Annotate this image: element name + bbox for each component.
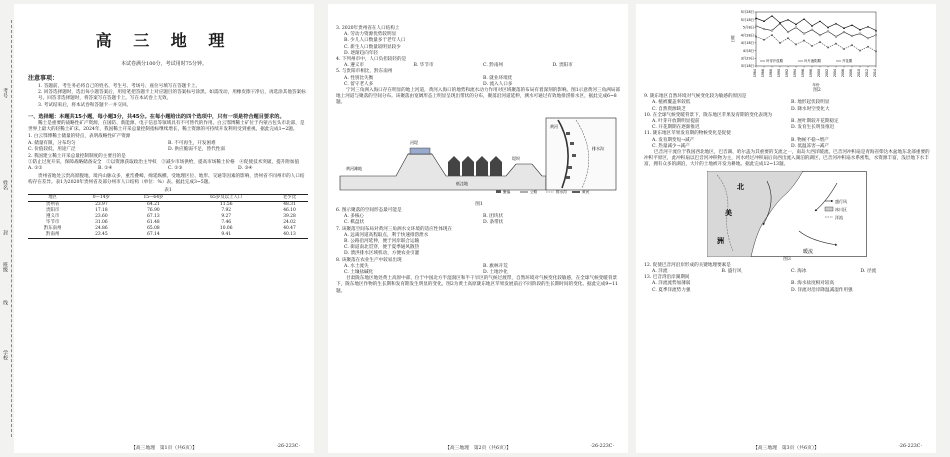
option[interactable]: A. 储量有限，分布均匀: [28, 140, 76, 146]
footer-page-label: 【高三地理 第1页（共6页）】: [130, 446, 198, 451]
chart-point: [771, 30, 773, 32]
binding-line: [11, 20, 12, 437]
passage-2: 贵州省地处云贵高原腹地，境内山脉众多，重峦叠嶂，绵延纵横。受地理区位、地形、交通等因素的影响，贵州省不同州市的人口结构存在差异。表1为2020年贵州省及部分州市人口结构（单位：%）表。据此完成3~5题。: [28, 173, 305, 185]
chart-point: [875, 51, 877, 53]
option[interactable]: A. 水土流失: [344, 263, 369, 269]
side-label-name: 姓名: [2, 180, 8, 190]
binding-strip: [0, 0, 14, 457]
chart-x-tick-label: 1984: [753, 69, 757, 78]
fig1-legend-ditch: 排水沟: [556, 189, 567, 194]
population-table: [28, 194, 308, 239]
option[interactable]: C. 新生人口数量较明显较少: [344, 44, 401, 50]
river-channel: [410, 148, 430, 154]
page2-content: [328, 4, 628, 295]
option[interactable]: A. 性别比失衡: [344, 75, 374, 81]
notice-item: 3. 考试结束后，将本试卷和答题卡一并交回。: [38, 102, 132, 108]
chart-point: [795, 44, 797, 46]
option[interactable]: D. 贵阳市: [552, 63, 573, 69]
option[interactable]: B. ①④: [98, 166, 113, 172]
passage-3: 宁河三角洲入海口存在明显的地上河道，黄河入海口的地势和流水动力作用对区域聚落的布局有着深刻的影响。图1示意黄河三角洲局部地上河道与聚落的空间分布。该聚落由宽阔形态上明显呈现出带状的分布，聚落沿河道延伸，测水可通过有效地排涝排水区，据此完成6~8题。: [336, 88, 620, 106]
question-2-items: ①防止过度开采，保障战略储备安全 ②以资源获取政治主导权 ③减少市场供给，提高市场稀土价格 ④促使技术突破，提升附加值: [28, 160, 300, 166]
chart-point: [859, 50, 861, 52]
table-header-cell: 15—64岁: [143, 195, 164, 201]
chart-series-line: [756, 24, 876, 39]
figure-3-caption: 图3: [783, 256, 791, 262]
option[interactable]: A. 洋流: [652, 269, 668, 275]
chart-point: [795, 27, 797, 29]
question-2-options: [28, 166, 308, 172]
table-cell: 7.92: [221, 208, 232, 214]
table-cell: 67.13: [147, 214, 160, 220]
chart-point: [875, 34, 877, 36]
table-cell: 23.60: [95, 214, 108, 220]
chart-plot-area: [756, 12, 876, 66]
chart-y-tick-label: 5月28日: [740, 10, 754, 15]
table-cell: 46.10: [283, 208, 296, 214]
option[interactable]: B. 海水盐度相对较高: [791, 281, 835, 287]
option[interactable]: C. 黔南州: [483, 63, 504, 69]
table-cell: 遵义市: [46, 214, 60, 220]
option[interactable]: C. ②③: [168, 166, 183, 172]
page-footer: [14, 444, 314, 449]
chart-point: [771, 34, 773, 36]
option[interactable]: A. 植被覆盖率较低: [652, 100, 691, 106]
map-legend-glacier: 冰川区: [835, 206, 847, 212]
table-cell: 23.45: [95, 232, 108, 238]
option[interactable]: A. 遵义市: [344, 63, 365, 69]
table-body: [28, 202, 308, 239]
chart-point: [819, 34, 821, 36]
question-10: 10. 在全球气候变暖背景下，陇东地区苹果发育期的变化表现为: [644, 112, 773, 118]
question-3-options: [336, 32, 622, 57]
table-cell: 10.06: [219, 226, 233, 232]
option[interactable]: D. 土地沙化: [483, 270, 508, 276]
chart-y-tick-label: 3月18日: [740, 64, 754, 69]
chart-x-axis-label: 年份: [812, 83, 820, 87]
option[interactable]: D. 发育生长明显推迟: [791, 125, 835, 131]
option[interactable]: C. 土壤盐碱化: [344, 270, 374, 276]
chart-point: [827, 47, 829, 49]
option[interactable]: C. 街道南北贯穿，便于夏季通风散热: [344, 245, 420, 251]
option[interactable]: D. 洋流对沿岸降温减湿作用强: [791, 287, 853, 293]
footer-code: ·26-223C·: [276, 444, 300, 449]
table-cell: 23.97: [95, 202, 108, 208]
option[interactable]: B. 盛行风: [721, 269, 742, 275]
exam-page-2: [328, 4, 628, 453]
table-cell: 24.86: [95, 226, 108, 232]
map-label-zhou: 洲: [717, 236, 724, 245]
footer-code: ·26-223C·: [590, 444, 614, 449]
question-8-options: [336, 264, 622, 276]
chart-x-tick-label: 2002: [825, 69, 829, 78]
chart-point: [811, 45, 813, 47]
map-label-current: 暖流: [803, 248, 814, 255]
chart-point: [763, 28, 765, 30]
question-13-options: [644, 281, 930, 293]
figure-3-map: [707, 171, 867, 257]
section-1: [14, 114, 314, 239]
option[interactable]: C. 热量减少→减产: [652, 143, 690, 149]
table-cell: 48.31: [283, 202, 296, 208]
question-1: 1. 白云鄂博稀土储量的特点，表明战略性矿产资源: [28, 134, 131, 140]
chart-point: [867, 26, 869, 28]
chart-point: [835, 23, 837, 25]
option[interactable]: A. 多核心: [344, 214, 365, 220]
option[interactable]: D. 溃洪排水区域机动，方便农业引灌: [344, 251, 420, 257]
table-cell: 24.02: [283, 220, 296, 226]
table-cell: 40.47: [283, 226, 296, 232]
notice-heading: 注意事项：: [28, 75, 59, 82]
question-5-options: [336, 76, 622, 88]
chart-point: [771, 15, 773, 17]
footer-page-label: 【高三地理 第2页（共6页）】: [444, 446, 512, 451]
chart-y-axis-label: 日期: [731, 35, 735, 43]
fig1-map-label-channel: 排水沟: [592, 145, 604, 151]
table-cell: 黔东南州: [43, 226, 62, 232]
option[interactable]: B. 物候不稳→增产: [791, 137, 829, 143]
fig1-legend-settlement: 聚落: [503, 189, 511, 194]
page-footer: [636, 444, 936, 449]
chart-x-tick-label: 1992: [785, 69, 789, 78]
chart-point: [851, 24, 853, 26]
table-cell: 76.90: [147, 208, 160, 214]
question-6: 6. 图示聚落的空间形态最可能是: [336, 208, 402, 214]
chart-y-tick-label: 3月29日: [740, 56, 754, 61]
option[interactable]: A. ①②: [28, 166, 43, 172]
option[interactable]: B. 就业环境优: [483, 75, 513, 81]
question-7: 7. 该聚落空间布局对黄河三角洲水文环境的适应性体现在: [336, 226, 453, 232]
question-9-options: [644, 100, 930, 112]
option[interactable]: D. 流入人口多: [483, 81, 513, 87]
table-cell: 39.28: [283, 214, 296, 220]
chart-point: [787, 19, 789, 21]
option[interactable]: C. 夏季洋流势力强: [652, 287, 691, 293]
option[interactable]: B. 旗林开荒: [483, 263, 508, 269]
passage-4: 甘肃陇东地区地处黄土高原中部，位于中国北方半湿润区和半干旱区的气候过渡带，自然环境对气候变化较敏感，在全球气候变暖背景下，陇东地区作物的生长期和发育期发生明显的变化。图2为黄土高原陇东地区苹果发展前后不同阶段的生长期时间的变化。据此完成9~11题。: [336, 276, 618, 294]
chart-x-tick-label: 2012: [865, 69, 869, 78]
option[interactable]: D. 供应脆弱不足，替代性弱: [168, 146, 225, 152]
chart-y-tick-label: 4月28日: [740, 33, 754, 38]
chart-y-tick-label: 5月8日: [742, 25, 754, 30]
chart-point: [803, 33, 805, 35]
question-4: 4. 下列州市中，人口负担较轻的是: [336, 57, 407, 63]
fig1-label-embank: 堤坝: [512, 155, 520, 161]
question-10-options: [644, 119, 930, 131]
chart-y-tick-label: 5月18日: [740, 17, 754, 22]
section-heading: 一、选择题：本题共15小题，每小题3分，共45分。在每小题给出的四个选项中，只有一项是符合题目要求的。: [28, 113, 285, 120]
fig1-legend-road: 公路: [530, 189, 538, 194]
option[interactable]: C. 开花期期在逐渐推迟: [652, 125, 700, 131]
side-label-school: 学校: [2, 350, 8, 360]
chart-point: [755, 25, 757, 27]
chart-point: [843, 48, 845, 50]
option[interactable]: C. 棋盘状: [344, 220, 365, 226]
table-cell: 9.41: [221, 232, 232, 238]
exam-title: 高 三 地 理: [95, 31, 233, 50]
figure-2-phenology-chart: [730, 8, 880, 88]
passage-5: 巴音河干流位于我国西北地区，巴音湖、哈尔盖为其重要的支流之一，南岛大西洋暖流。巴音河冲积扇是青海省柴达木盆地东北部重要的冲积平原区，此冲积扇以巴音河冲积物为主，河水经过冲积扇后向西出流入湖泊的湖区，巴音河冲积扇水系密集，水资源丰富，浅层地下水丰富，拥有众多的湖泊，大片的土地被开发为耕地。据此完成12~13题。: [644, 150, 930, 168]
chart-x-tick-label: 1996: [801, 69, 805, 78]
map-legend-current: 洋流: [835, 214, 843, 220]
passage-1: 稀土是重要的战略性矿产资源，在国防、新能源、电子信息等领域具有不可替代的作用。白云鄂博稀土矿位于内蒙古包头市北部，是世界上最大的轻稀土矿床。2024年，我国稀土开采总量控制指标继续增长，稀土资源的可持续开发利用受到重视。据此完成1~2题。: [28, 121, 305, 133]
chart-point: [867, 37, 869, 39]
chart-x-tick-label: 1990: [777, 69, 781, 78]
chart-point: [763, 39, 765, 41]
option[interactable]: D. ③④: [238, 166, 253, 172]
question-9: 9. 陇东地区自然环境对气候变化较为敏感的原因是: [644, 94, 747, 100]
figure-1-settlement-diagram: [336, 110, 622, 196]
chart-point: [803, 40, 805, 42]
chart-point: [803, 18, 805, 20]
table-cell: 17.18: [95, 208, 108, 214]
option[interactable]: B. 不可再生，开发困难: [168, 140, 216, 146]
chart-point: [827, 30, 829, 32]
question-2: 2. 我国建立稀土开采总量控制制度的主要目的是: [28, 154, 126, 160]
chart-point: [851, 35, 853, 37]
option[interactable]: D. 降水时空变化大: [791, 106, 830, 112]
option[interactable]: C. 留守老人多: [344, 81, 374, 87]
side-feng: 封: [2, 230, 8, 235]
option[interactable]: D. 逐渐趋向年轻: [344, 50, 379, 56]
option[interactable]: D. 低温冻害→减产: [791, 143, 829, 149]
option[interactable]: B. 地形起伏较明显: [791, 100, 830, 106]
question-7-options: [336, 233, 622, 258]
chart-point: [819, 41, 821, 43]
chart-point: [835, 36, 837, 38]
chart-point: [851, 44, 853, 46]
figure-1-caption: 图1: [475, 201, 483, 207]
fig1-label-lowland: 低洼地: [456, 180, 468, 186]
option[interactable]: C. 价值较低，用途广泛: [28, 146, 76, 152]
chart-point: [819, 20, 821, 22]
table-header-cell: 地区: [48, 195, 58, 201]
chart-point: [755, 17, 757, 19]
page-footer: [328, 444, 628, 449]
chart-x-tick-label: 2014: [873, 69, 877, 78]
option[interactable]: C. 海冰: [791, 269, 807, 275]
table-cell: 64.21: [147, 202, 160, 208]
chart-legend-label: 开花期: [842, 59, 853, 64]
page3-content: [636, 4, 936, 294]
table-header-cell: 65岁及以上人口: [210, 195, 243, 201]
question-6-options: [336, 214, 622, 226]
question-8: 8. 该聚落在农业生产中较易出现: [336, 257, 402, 263]
side-label-kaohao: 考号: [2, 88, 8, 98]
table-cell: 黔南州: [46, 232, 60, 238]
option[interactable]: A. 远离河道高程取点，利于快速排涝泄水: [344, 232, 429, 238]
option[interactable]: B. 公路沿河延伸，便于河岸联合运输: [344, 239, 420, 245]
question-3: 3. 2020年贵州省在人口结构上: [336, 26, 400, 31]
question-5: 5. 与贵阳市相比，黔东南州: [336, 69, 393, 75]
table-cell: 31.06: [95, 220, 108, 226]
exam-meta: 本试卷满分100分，考试用时75分钟。: [121, 61, 207, 67]
chart-point: [755, 36, 757, 38]
chart-y-tick-label: 4月18日: [740, 41, 754, 46]
side-xian: 线: [2, 300, 8, 305]
chart-x-tick-label: 1988: [769, 69, 773, 78]
option[interactable]: A. 发育期变短→减产: [652, 137, 695, 143]
question-1-options: [28, 141, 308, 153]
question-13: 13. 巴音湾沿岸湖期间: [644, 275, 690, 281]
chart-x-tick-label: 1986: [761, 69, 765, 78]
question-11: 11. 陇东地区苹果发育期的物候变化是促使: [644, 131, 731, 137]
option[interactable]: B. 少儿人口数量多于老年人口: [344, 38, 406, 44]
table-cell: 9.27: [221, 214, 232, 220]
option[interactable]: B. 毕节市: [413, 63, 434, 69]
table-cell: 65.08: [147, 226, 160, 232]
map-label-north: 北: [737, 182, 744, 191]
chart-legend-label: 叶芽开放期: [766, 59, 783, 64]
table-cell: 61.48: [147, 220, 160, 226]
notice-item: 1. 答题前，考生务必将自己的姓名、考生号、考场号、座位号填写在答题卡上。: [38, 84, 201, 89]
chart-point: [867, 46, 869, 48]
exam-page-3: [636, 4, 936, 453]
figure-2-caption: 图2: [813, 88, 821, 93]
option[interactable]: B. 展叶期较开花期稳定: [791, 119, 839, 125]
table-cell: 67.14: [147, 232, 160, 238]
chart-point: [811, 29, 813, 31]
table-row: [28, 232, 308, 239]
chart-x-tick-label: 1998: [809, 69, 813, 78]
table-header-cell: 0—14岁: [92, 195, 110, 201]
notice-item: 2. 回答选择题时，选出每小题答案后，用铅笔把答题卡上对应题目的答案标号涂黑。如需改动，用橡皮擦干净后，再选涂其他答案标号。回答非选择题时，将答案写在答题卡上。写在本试卷上无效。: [38, 90, 306, 102]
chart-legend-label: 叶片遮阴期: [804, 59, 821, 64]
chart-series-line: [756, 16, 876, 31]
chart-x-tick-label: 2004: [833, 69, 837, 78]
table-cell: 贵阳市: [46, 208, 60, 214]
exam-page-1: [14, 4, 314, 453]
notice-list: [14, 84, 314, 109]
table-cell: 毕节市: [46, 220, 60, 226]
chart-x-tick-label: 2008: [849, 69, 853, 78]
table-cell: 贵州省: [46, 202, 60, 208]
fig1-map-label-river: 黄河: [550, 123, 558, 129]
side-label-class: 班级: [2, 262, 8, 272]
table-cell: 7.46: [221, 220, 232, 226]
table-caption: 表1: [164, 188, 172, 194]
option[interactable]: C. 自然资源缺乏: [652, 106, 686, 112]
chart-y-tick-label: 4月8日: [742, 48, 754, 53]
chart-point: [779, 42, 781, 44]
chart-x-tick-label: 1994: [793, 69, 797, 78]
table-cell: 40.13: [283, 232, 296, 238]
table-cell: 11.56: [219, 202, 233, 208]
chart-x-tick-label: 2010: [857, 69, 861, 78]
chart-point: [835, 43, 837, 45]
option[interactable]: A. 洋流流势加薄弱: [652, 281, 691, 287]
fig1-label-river: 黄河滩地: [346, 165, 362, 171]
option[interactable]: D. 条带状: [483, 220, 504, 226]
question-11-options: [644, 138, 930, 150]
option[interactable]: B. 团块状: [483, 214, 504, 220]
footer-page-label: 【高三地理 第3页（共6页）】: [752, 446, 820, 451]
option[interactable]: D. 径流: [860, 269, 877, 275]
map-legend-wind: 盛行风: [835, 198, 847, 204]
chart-x-tick-label: 2000: [817, 69, 821, 78]
option[interactable]: A. 叶芽开放期明显提前: [652, 119, 700, 125]
chart-point: [787, 37, 789, 39]
fig1-label-levee: 河堤: [410, 139, 418, 145]
question-12: 12. 促使巴音河沿岸形成的关键地理要素是: [644, 262, 731, 268]
chart-point: [843, 31, 845, 33]
map-label-mei: 美: [725, 208, 732, 217]
chart-point: [787, 31, 789, 33]
chart-point: [859, 33, 861, 35]
chart-x-tick-label: 2006: [841, 69, 845, 78]
table-header-row: [28, 195, 308, 202]
table-header-cell: 老少比: [282, 195, 297, 201]
fig1-legend-river: 黄河: [582, 189, 590, 194]
chart-series-line: [756, 35, 876, 51]
footer-code: ·26-223C·: [898, 444, 922, 449]
option[interactable]: A. 劳动力资源优势较明显: [344, 32, 397, 38]
